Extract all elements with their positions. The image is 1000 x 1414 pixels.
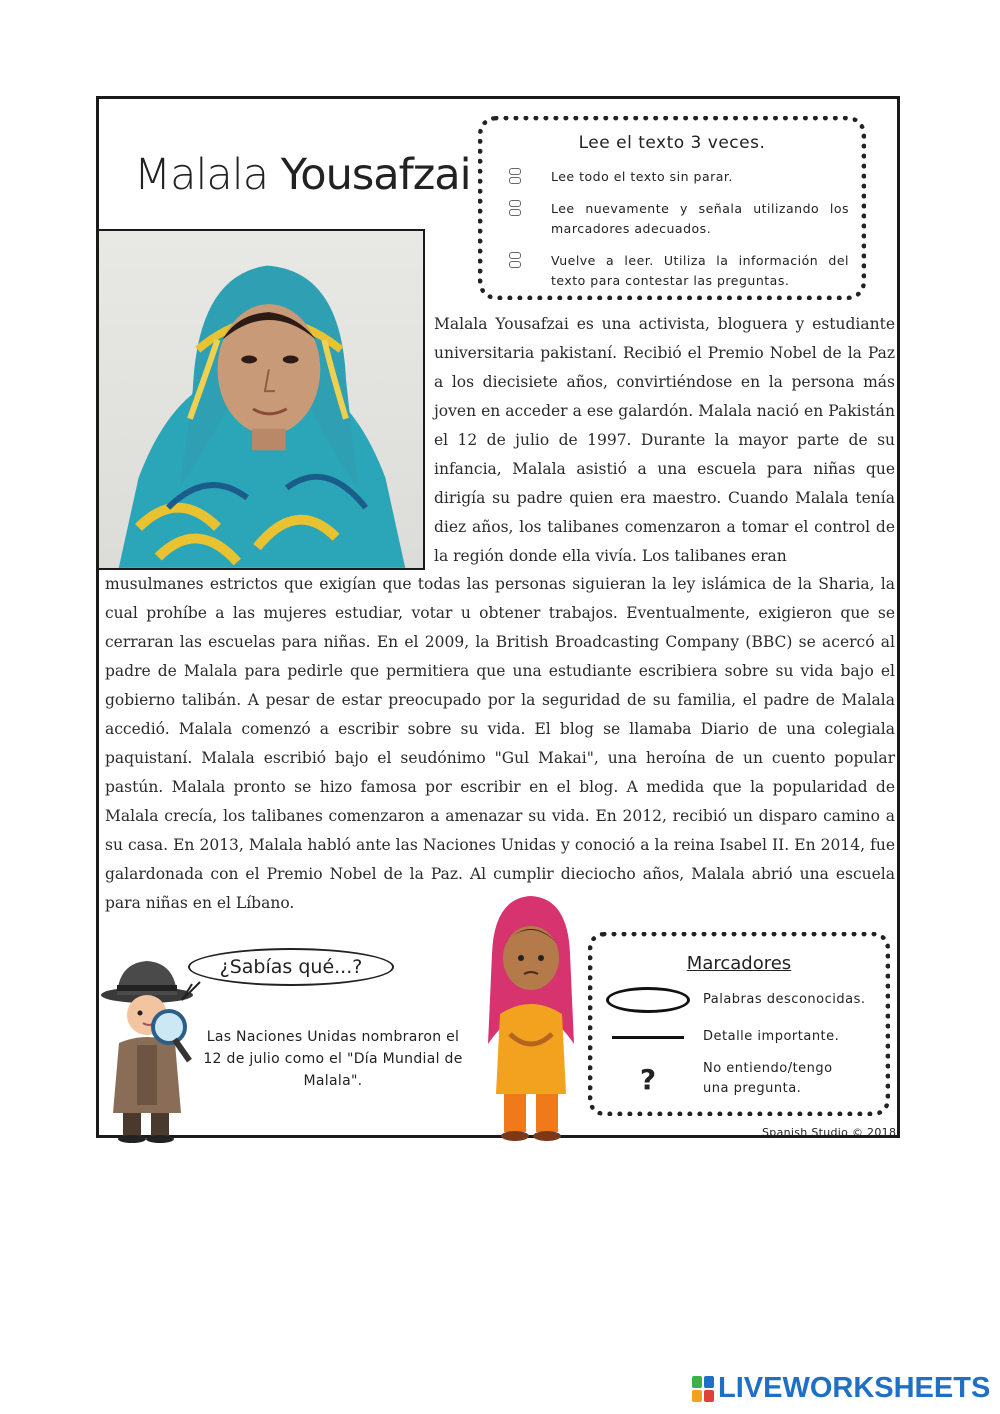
markers-heading: Marcadores (686, 953, 792, 974)
question-mark-icon: ? (639, 1062, 657, 1096)
marker-pens-icon (505, 167, 525, 185)
marker-row-unknown-words (593, 987, 885, 1013)
instructions-list (505, 167, 849, 303)
article-text-right: Malala Yousafzai es una activista, bloguera y estudiante universitaria pakistaní. Recibió el Premio Nobel de la Paz a los diecisiete años, convirtiéndose en la persona más joven en acceder a ese galardón. Malala nació en Pakistán el 12 de julio de 1997. Durante la mayor parte de su infancia, Malala asistió a una escuela para niñas que dirigía su padre quien era maestro. Cuando Malala tenía diez años, los talibanes comenzaron a tomar el control de la región donde ella vivía. Los talibanes eran (434, 315, 895, 565)
title-last-name: Yousafzai (280, 150, 471, 200)
marker-row-question (593, 1059, 885, 1099)
portrait-illustration (99, 231, 423, 568)
liveworksheets-brand[interactable] (692, 1372, 990, 1405)
brand-name: LIVEWORKSHEETS (718, 1372, 991, 1404)
instruction-item (505, 199, 849, 239)
marker-pens-icon (505, 199, 525, 217)
marker-label: Detalle importante. (703, 1029, 840, 1044)
did-you-know-fact: Las Naciones Unidas nombraron el 12 de julio como el "Día Mundial de Malala". (203, 1029, 463, 1089)
page-title (134, 150, 471, 200)
article-text-full: musulmanes estrictos que exigían que todas las personas siguieran la ley islámica de la Sharia, la cual prohíbe a las mujeres estudiar, votar u obtener trabajos. Eventualmente, exigieron que se cerraran las escuelas para niñas. En el 2009, la British Broadcasting Company (BBC) se acercó al padre de Malala para pedirle que permitiera que una estudiante escribiera sobre su vida bajo el gobierno talibán. A pesar de estar preocupado por la seguridad de su familia, el padre de Malala accedió. Malala comenzó a escribir sobre su vida. El blog se llamaba Diario de una colegiala paquistaní. Malala escribió bajo el seudónimo "Gul Makai", una heroína de un cuento popular pastún. Malala pronto se hizo famosa por escribir en el blog. A medida que la popularidad de Malala crecía, los talibanes comenzaron a amenazar su vida. En 2012, recibió un disparo camino a su casa. En 2013, Malala habló ante las Naciones Unidas y conoció a la reina Isabel II. En 2014, fue galardonada con el Premio Nobel de la Paz. Al cumplir dieciocho años, Malala abrió una escuela para niñas en el Líbano. (105, 575, 895, 912)
marker-row-important-detail (593, 1027, 885, 1047)
title-first-name: Malala (134, 150, 269, 200)
instructions-heading: Lee el texto 3 veces. (578, 133, 766, 153)
underline-marker-icon (612, 1036, 684, 1039)
copyright-text: Spanish Studio © 2018 (762, 1126, 897, 1139)
instructions-box (478, 116, 866, 300)
portrait-photo (97, 229, 425, 570)
instruction-text: Lee nuevamente y señala utilizando los marcadores adecuados. (551, 201, 849, 236)
instruction-text: Vuelve a leer. Utiliza la información del texto para contestar las preguntas. (551, 253, 849, 288)
did-you-know-bubble: ¿Sabías qué...? (188, 948, 394, 986)
speech-tail-icon (178, 980, 202, 1004)
marker-label: No entiendo/tengo una pregunta. (703, 1061, 833, 1096)
instruction-item (505, 251, 849, 291)
marker-pens-icon (505, 251, 525, 269)
marker-label: Palabras desconocidas. (703, 992, 866, 1007)
oval-marker-icon (606, 987, 690, 1013)
girl-illustration (484, 894, 578, 1144)
instruction-text: Lee todo el texto sin parar. (551, 169, 733, 184)
liveworksheets-logo-icon (692, 1376, 714, 1402)
markers-legend-box (588, 932, 890, 1116)
instruction-item (505, 167, 849, 187)
